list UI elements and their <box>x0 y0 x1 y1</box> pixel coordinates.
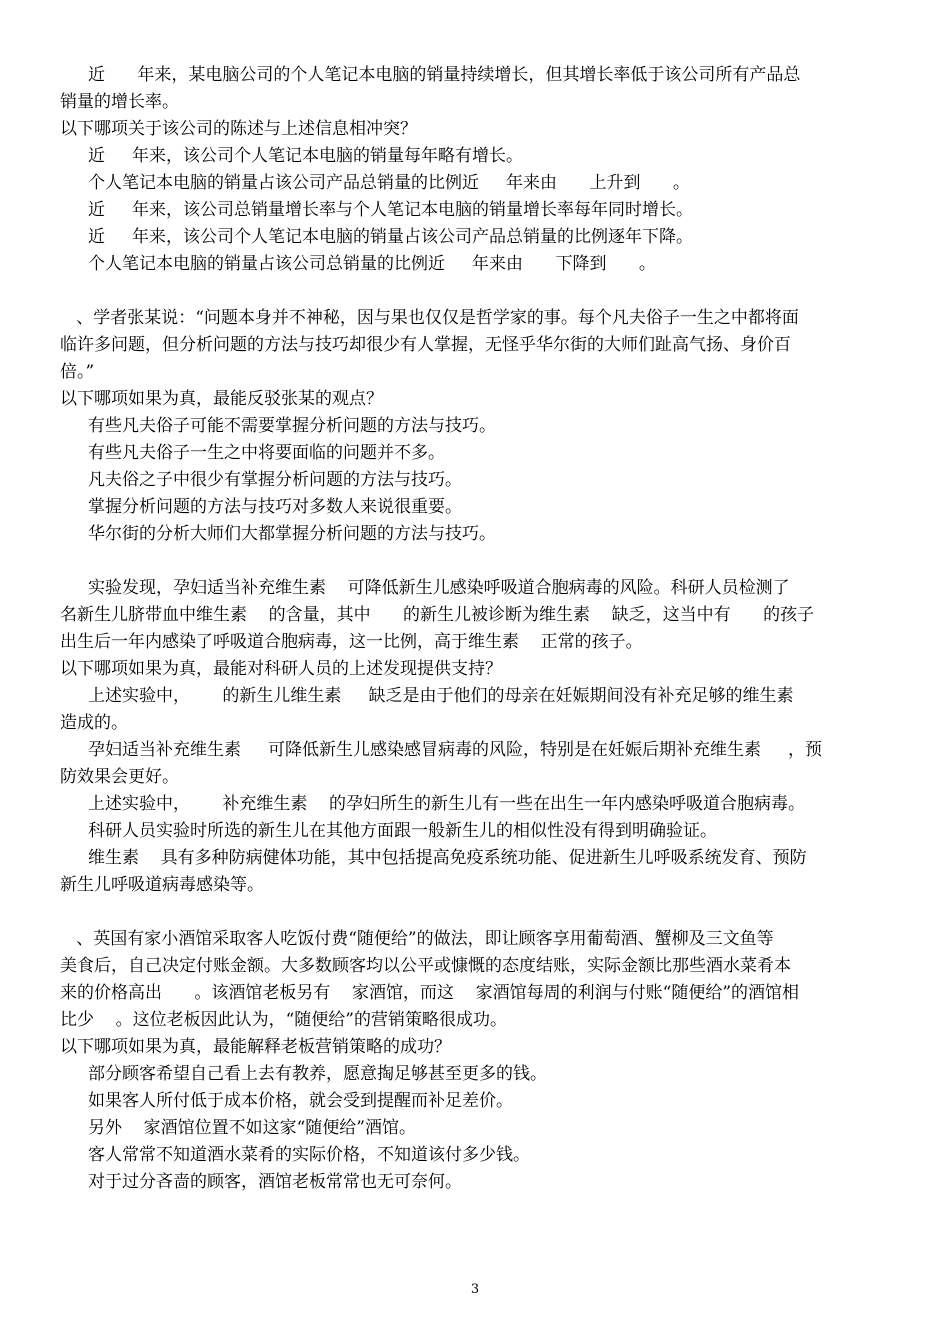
paragraph-gap <box>60 899 898 926</box>
answer-option: 科研人员实验时所选的新生儿在其他方面跟一般新生儿的相似性没有得到明确验证。 <box>88 821 717 841</box>
paragraph-gap <box>60 548 898 575</box>
answer-option: 华尔街的分析大师们大都掌握分析问题的方法与技巧。 <box>88 524 496 544</box>
answer-option: 凡夫俗之子中很少有掌握分析问题的方法与技巧。 <box>88 470 462 490</box>
question-stem-line: 比少 。这位老板因此认为，“随便给”的营销策略很成功。 <box>60 1010 507 1030</box>
question-stem-line: 销量的增长率。 <box>60 92 179 112</box>
question-stem-line: 名新生儿脐带血中维生素 的含量，其中 的新生儿被诊断为维生素 缺乏，这当中有 的孩子 <box>60 605 815 625</box>
question-stem-line: 近 年来，某电脑公司的个人笔记本电脑的销量持续增长，但其增长率低于该公司所有产品总 <box>88 65 801 85</box>
question-stem-line: 、英国有家小酒馆采取客人吃饭付费“随便给”的做法，即让顾客享用葡萄酒、蟹柳及三文鱼等 <box>60 929 774 949</box>
question-stem-line: 来的价格高出 。该酒馆老板另有 家酒馆，而这 家酒馆每周的利润与付账“随便给”的酒馆相 <box>60 983 800 1003</box>
question-stem-line: 出生后一年内感染了呼吸道合胞病毒，这一比例，高于维生素 正常的孩子。 <box>60 632 643 652</box>
answer-option: 另外 家酒馆位置不如这家“随便给”酒馆。 <box>88 1118 416 1138</box>
answer-option-continued: 造成的。 <box>60 713 128 733</box>
question-block-1 <box>60 62 898 278</box>
answer-option: 近 年来，该公司个人笔记本电脑的销量每年略有增长。 <box>88 146 524 166</box>
answer-option: 孕妇适当补充维生素 可降低新生儿感染感冒病毒的风险，特别是在妊娠后期补充维生素 ，预 <box>88 740 823 760</box>
question-prompt: 以下哪项如果为真，最能对科研人员的上述发现提供支持？ <box>60 659 502 679</box>
question-stem-line: 实验发现，孕妇适当补充维生素 可降低新生儿感染呼吸道合胞病毒的风险。科研人员检测了 <box>88 578 790 598</box>
question-stem-line: 美食后，自己决定付账金额。大多数顾客均以公平或慷慨的态度结账，实际金额比那些酒水菜肴本 <box>60 956 791 976</box>
question-stem-line: 倍。” <box>60 362 95 382</box>
question-block-2 <box>60 305 898 548</box>
answer-option: 如果客人所付低于成本价格，就会受到提醒而补足差价。 <box>88 1091 513 1111</box>
question-prompt: 以下哪项如果为真，最能解释老板营销策略的成功？ <box>60 1037 451 1057</box>
answer-option: 有些凡夫俗子可能不需要掌握分析问题的方法与技巧。 <box>88 416 496 436</box>
question-prompt: 以下哪项如果为真，最能反驳张某的观点？ <box>60 389 383 409</box>
answer-option: 掌握分析问题的方法与技巧对多数人来说很重要。 <box>88 497 462 517</box>
question-block-4 <box>60 926 898 1196</box>
answer-option: 客人常常不知道酒水菜肴的实际价格，不知道该付多少钱。 <box>88 1145 530 1165</box>
answer-option: 近 年来，该公司总销量增长率与个人笔记本电脑的销量增长率每年同时增长。 <box>88 200 694 220</box>
page-body <box>60 62 898 1196</box>
paragraph-gap <box>60 278 898 305</box>
answer-option: 有些凡夫俗子一生之中将要面临的问题并不多。 <box>88 443 445 463</box>
answer-option: 近 年来，该公司个人笔记本电脑的销量占该公司产品总销量的比例逐年下降。 <box>88 227 694 247</box>
answer-option-continued: 新生儿呼吸道病毒感染等。 <box>60 875 264 895</box>
answer-option-continued: 防效果会更好。 <box>60 767 179 787</box>
question-prompt: 以下哪项关于该公司的陈述与上述信息相冲突？ <box>60 119 417 139</box>
answer-option: 上述实验中， 的新生儿维生素 缺乏是由于他们的母亲在妊娠期间没有补充足够的维生素 <box>88 686 794 706</box>
answer-option: 个人笔记本电脑的销量占该公司总销量的比例近 年来由 下降到 。 <box>88 254 656 274</box>
answer-option: 对于过分吝啬的顾客，酒馆老板常常也无可奈何。 <box>88 1172 462 1192</box>
answer-option: 部分顾客希望自己看上去有教养，愿意掏足够甚至更多的钱。 <box>88 1064 547 1084</box>
question-stem-line: 、学者张某说：“问题本身并不神秘，因与果也仅仅是哲学家的事。每个凡夫俗子一生之中都将面 <box>60 308 799 328</box>
answer-option: 上述实验中， 补充维生素 的孕妇所生的新生儿有一些在出生一年内感染呼吸道合胞病毒。 <box>88 794 806 814</box>
page-number: 3 <box>470 1282 480 1297</box>
answer-option: 个人笔记本电脑的销量占该公司产品总销量的比例近 年来由 上升到 。 <box>88 173 690 193</box>
question-stem-line: 临许多问题，但分析问题的方法与技巧却很少有人掌握，无怪乎华尔街的大师们趾高气扬、身价百 <box>60 335 791 355</box>
answer-option: 维生素 具有多种防病健体功能，其中包括提高免疫系统功能、促进新生儿呼吸系统发育、预防 <box>88 848 807 868</box>
question-block-3 <box>60 575 898 899</box>
